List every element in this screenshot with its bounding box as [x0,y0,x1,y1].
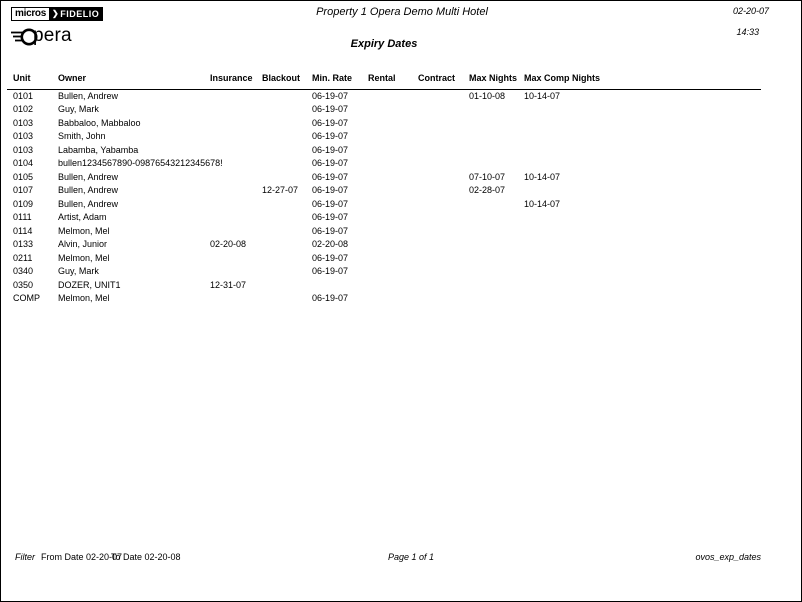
table-cell [524,238,761,252]
table-cell [524,292,761,306]
table-cell: 10-14-07 [524,90,561,101]
table-cell [469,292,524,306]
table-cell: 06-19-07 [312,90,349,101]
opera-logo-text: pera [33,25,72,46]
table-cell: 0102 [13,104,34,114]
table-cell: 10-14-07 [524,198,561,209]
table-header-row [7,70,761,89]
table-cell: 06-19-07 [312,117,349,128]
table-cell [418,130,469,144]
table-cell [262,171,312,185]
table-cell: Bullen, Andrew [58,198,119,209]
table-cell: 06-19-07 [312,171,349,182]
table-cell: 01-10-08 [469,90,506,101]
table-cell [524,279,761,293]
table-cell [524,184,761,198]
table-cell [368,211,418,225]
table-cell [469,157,524,171]
table-cell: 0105 [13,171,34,182]
table-cell [262,252,312,266]
table-header [7,70,761,89]
table-cell [262,211,312,225]
report-time: 14:33 [736,27,759,37]
table-cell: 0103 [13,144,34,155]
fidelio-label: FIDELIO [60,9,100,19]
table-cell [262,238,312,252]
table-cell: Guy, Mark [58,266,99,276]
report-file-name: ovos_exp_dates [695,552,761,562]
table-cell [418,89,469,103]
table-cell [418,279,469,293]
table-cell [418,225,469,239]
filter-to-date: To Date 02-20-08 [111,552,181,562]
column-header: Owner [58,70,210,89]
table-cell [524,265,761,279]
table-cell: COMP [13,293,40,303]
table-cell [210,265,262,279]
table-cell [210,130,262,144]
table-cell [262,279,312,293]
table-cell [210,144,262,158]
table-cell: 06-19-07 [312,252,349,263]
report-table [7,70,761,306]
table-row [7,130,761,144]
table-cell [524,144,761,158]
table-cell: Melmon, Mel [58,252,110,263]
table-row [7,89,761,103]
table-cell [262,157,312,171]
table-cell [469,198,524,212]
table-cell: 10-14-07 [524,171,561,182]
chevron-right-icon: ❯ [52,9,60,18]
table-cell [368,198,418,212]
table-cell: 0107 [13,185,34,195]
table-row [7,144,761,158]
table-cell: 06-19-07 [312,266,349,276]
table-cell [368,279,418,293]
report-date: 02-20-07 [732,6,769,16]
table-cell [262,130,312,144]
column-header: Min. Rate [312,70,368,89]
column-header: Contract [418,70,469,89]
filter-label: Filter [15,552,35,562]
table-cell [210,89,262,103]
table-cell: Labamba, Yabamba [58,144,139,155]
table-cell [524,130,761,144]
table-cell: Bullen, Andrew [58,185,119,195]
table-cell [418,238,469,252]
table-cell [469,279,524,293]
table-cell [210,225,262,239]
table-row [7,117,761,131]
table-cell [368,252,418,266]
table-cell [368,89,418,103]
table-cell [469,211,524,225]
table-row [7,292,761,306]
table-cell [418,252,469,266]
table-cell: 06-19-07 [312,198,349,209]
table-cell: 02-28-07 [469,185,506,195]
table-row [7,184,761,198]
table-cell [368,265,418,279]
table-cell: 0211 [13,252,33,263]
property-title: Property 1 Opera Demo Multi Hotel [316,6,488,18]
table-cell: 06-19-07 [312,293,349,303]
table-cell [418,144,469,158]
table-cell: 12-27-07 [262,185,299,195]
table-cell [418,103,469,117]
table-cell: 06-19-07 [312,225,349,236]
table-cell [368,117,418,131]
table-cell [524,225,761,239]
column-header: Rental [368,70,418,89]
table-cell [469,252,524,266]
table-cell: 02-20-08 [312,239,349,249]
table-cell [262,225,312,239]
table-cell: 0103 [13,131,34,141]
table-cell [210,117,262,131]
table-cell: Guy, Mark [58,104,99,114]
table-cell [368,238,418,252]
table-cell [210,103,262,117]
page-number: Page 1 of 1 [387,552,435,562]
table-cell: 06-19-07 [312,185,349,195]
table-cell [262,103,312,117]
filter-from-date: From Date 02-20-07 [41,552,123,562]
table-cell [524,103,761,117]
table-cell [368,184,418,198]
table-cell: 0350 [13,279,34,290]
table-cell [210,211,262,225]
table-cell: 0114 [13,225,33,236]
table-cell: 12-31-07 [210,279,247,290]
table-cell [262,292,312,306]
table-row [7,225,761,239]
table-row [7,103,761,117]
table-cell [368,157,418,171]
table-cell: Bullen, Andrew [58,90,119,101]
table-cell [312,279,368,293]
table-cell: 06-19-07 [312,131,349,141]
table-cell [210,184,262,198]
table-cell [418,157,469,171]
table-cell [210,252,262,266]
table-cell [210,198,262,212]
column-header: Blackout [262,70,312,89]
table-cell [368,144,418,158]
table-cell [524,211,761,225]
table-cell [418,198,469,212]
table-cell [262,198,312,212]
table-cell [210,292,262,306]
table-row [7,279,761,293]
table-cell: 0340 [13,266,34,276]
table-cell: bullen1234567890-09876543212345678! [58,158,223,168]
table-row [7,252,761,266]
table-cell: 0103 [13,117,34,128]
table-cell: 06-19-07 [312,212,349,222]
table-cell: Artist, Adam [58,212,107,222]
table-cell: DOZER, UNIT1 [58,279,121,290]
table-cell: 06-19-07 [312,158,349,168]
table-row [7,198,761,212]
table-cell: Melmon, Mel [58,225,110,236]
table-cell [469,103,524,117]
table-body [7,89,761,306]
table-cell: 0101 [13,90,34,101]
table-cell [469,238,524,252]
table-cell [469,144,524,158]
table-cell [469,265,524,279]
table-cell [210,171,262,185]
table-cell [418,211,469,225]
table-cell [262,265,312,279]
column-header: Insurance [210,70,262,89]
table-row [7,211,761,225]
table-row [7,157,761,171]
table-cell [418,184,469,198]
table-cell [262,117,312,131]
table-cell [524,252,761,266]
table-cell [368,171,418,185]
column-header: Max Comp Nights [524,70,761,89]
table-cell [368,292,418,306]
column-header: Max Nights [469,70,524,89]
table-cell: 06-19-07 [312,104,349,114]
table-cell [368,225,418,239]
table-row [7,238,761,252]
table-cell: Bullen, Andrew [58,171,119,182]
table-cell [262,89,312,103]
table-cell: 07-10-07 [469,171,506,182]
table-cell [469,117,524,131]
table-cell [524,117,761,131]
table-row [7,265,761,279]
table-cell [418,171,469,185]
table-cell: Smith, John [58,131,106,141]
report-title: Expiry Dates [350,38,418,50]
table-cell: Alvin, Junior [58,239,108,249]
table-cell [469,130,524,144]
table-cell: 0133 [13,239,34,249]
table-cell: Babbaloo, Mabbaloo [58,117,141,128]
table-cell [524,157,761,171]
table-row [7,171,761,185]
table-cell [418,265,469,279]
table-cell: 0111 [13,212,32,222]
table-cell [368,130,418,144]
column-header: Unit [7,70,58,89]
table-cell [262,144,312,158]
table-cell [368,103,418,117]
table-cell: 0104 [13,158,34,168]
table-cell: 06-19-07 [312,144,349,155]
table-cell [418,117,469,131]
micros-logo-text: micros [11,7,50,21]
table-cell [469,225,524,239]
table-cell: Melmon, Mel [58,293,110,303]
table-cell: 02-20-08 [210,239,247,249]
table-cell: 0109 [13,198,34,209]
table-cell [418,292,469,306]
